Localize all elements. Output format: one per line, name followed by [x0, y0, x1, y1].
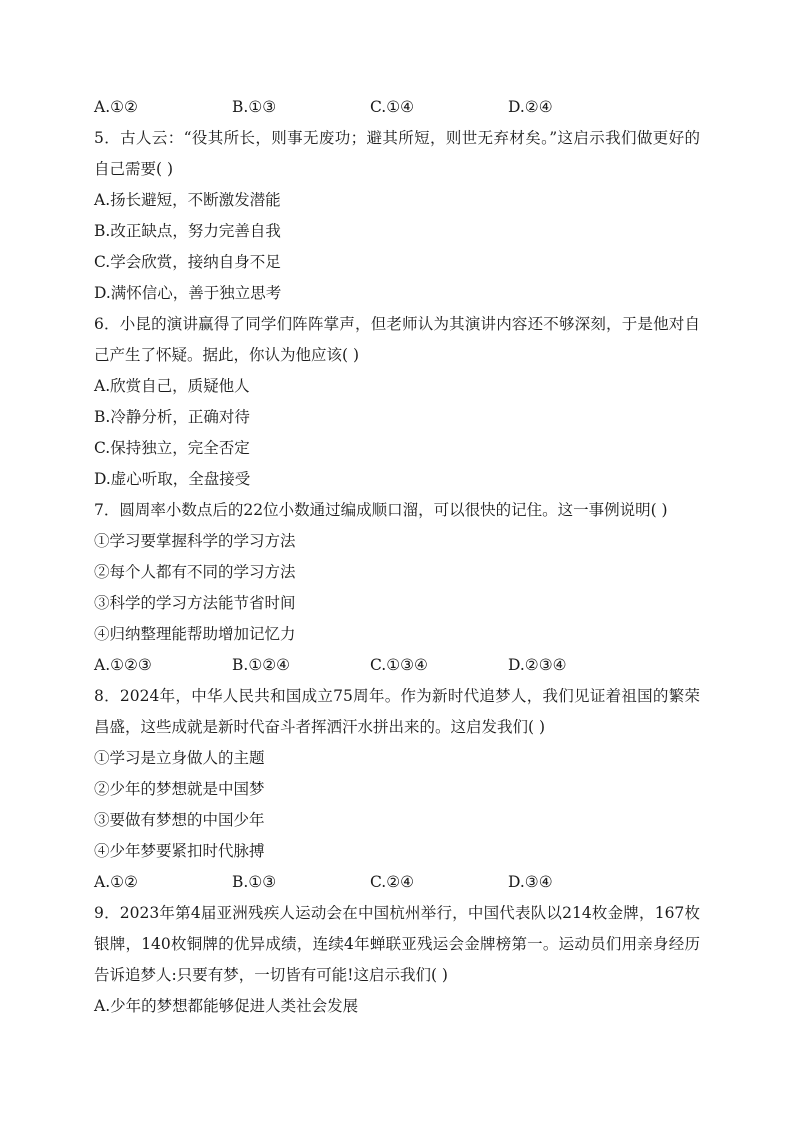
q7-option-b: B.①②④	[232, 656, 291, 674]
q4-option-c: C.①④	[370, 98, 415, 116]
q8-option-d: D.③④	[508, 873, 553, 891]
q7-statement-4: ④归纳整理能帮助增加记忆力	[94, 625, 296, 643]
q5-choice-c: C.学会欣赏，接纳自身不足	[94, 253, 281, 271]
q8-option-c: C.②④	[370, 873, 415, 891]
q7-statement-1: ①学习要掌握科学的学习方法	[94, 532, 296, 550]
q7-option-d: D.②③④	[508, 656, 567, 674]
q6-choice-a: A.欣赏自己，质疑他人	[94, 377, 250, 395]
exam-page	[94, 92, 700, 1022]
q7-stem: 7．圆周率小数点后的22位小数通过编成顺口溜，可以很快的记住。这一事例说明( )	[94, 501, 668, 519]
q6-choice-b: B.冷静分析，正确对待	[94, 408, 250, 426]
q9-choice-a: A.少年的梦想都能够促进人类社会发展	[94, 997, 359, 1015]
q8-stem: 8．2024年，中华人民共和国成立75周年。作为新时代追梦人，我们见证着祖国的繁荣昌盛，这些成就是新时代奋斗者挥洒汗水拼出来的。这启发我们( )	[94, 687, 700, 736]
q7-option-a: A.①②③	[94, 656, 152, 674]
q7-statement-3: ③科学的学习方法能节省时间	[94, 594, 296, 612]
q8-statement-2: ②少年的梦想就是中国梦	[94, 780, 265, 798]
q5-choice-a: A.扬长避短，不断激发潜能	[94, 191, 281, 209]
q8-option-a: A.①②	[94, 873, 138, 891]
q4-options	[94, 92, 700, 123]
q8-statement-1: ①学习是立身做人的主题	[94, 749, 265, 767]
q8-statement-4: ④少年梦要紧扣时代脉搏	[94, 842, 265, 860]
q6-stem: 6．小昆的演讲赢得了同学们阵阵掌声，但老师认为其演讲内容还不够深刻，于是他对自己产生了怀疑。据此，你认为他应该( )	[94, 315, 700, 364]
q5-choice-d: D.满怀信心，善于独立思考	[94, 284, 282, 302]
q4-option-d: D.②④	[508, 98, 553, 116]
q9-stem: 9．2023年第4届亚洲残疾人运动会在中国杭州举行，中国代表队以214枚金牌，167枚银牌，140枚铜牌的优异成绩，连续4年蝉联亚残运会金牌榜第一。运动员们用亲身经历告诉追梦人:只要有梦，一切皆有可能!这启示我们( )	[94, 904, 700, 984]
q4-option-b: B.①③	[232, 98, 277, 116]
q8-statement-3: ③要做有梦想的中国少年	[94, 811, 265, 829]
q7-option-c: C.①③④	[370, 656, 428, 674]
q5-choice-b: B.改正缺点，努力完善自我	[94, 222, 281, 240]
q7-statement-2: ②每个人都有不同的学习方法	[94, 563, 296, 581]
q8-option-b: B.①③	[232, 873, 277, 891]
q4-option-a: A.①②	[94, 98, 138, 116]
q6-choice-d: D.虚心听取，全盘接受	[94, 470, 251, 488]
q7-options	[94, 650, 700, 681]
q8-options	[94, 867, 700, 898]
q6-choice-c: C.保持独立，完全否定	[94, 439, 250, 457]
q5-stem: 5．古人云：“役其所长，则事无废功；避其所短，则世无弃材矣。”这启示我们做更好的自己需要( )	[94, 129, 700, 178]
